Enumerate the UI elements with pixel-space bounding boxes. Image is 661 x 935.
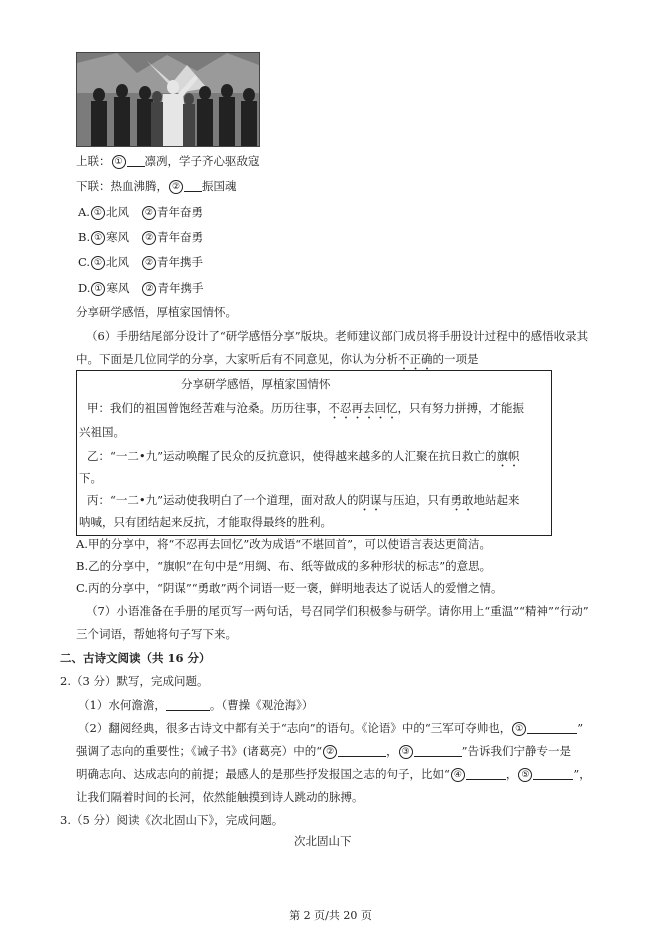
- q2-sub2-2-sep: ，: [386, 744, 398, 758]
- q6-line-2-b: 的一项是: [432, 352, 479, 366]
- box-bing-1c: 地站起来: [473, 493, 520, 507]
- q2-sub2-1b: ”: [577, 721, 584, 735]
- q2-sub-2-line-4: 让我们隔着时间的长河，依然能触摸到诗人跳动的脉搏。: [76, 790, 364, 804]
- option-num-2: ②: [142, 256, 156, 270]
- option-letter: A.: [78, 205, 90, 219]
- option-answer-1: 寒风: [106, 230, 130, 244]
- option-answer-1: 北风: [105, 205, 129, 219]
- page-footer: 第 2 页/共 20 页: [289, 909, 372, 922]
- couplet-upper-prefix: 上联：: [76, 154, 111, 168]
- blank-number: ②: [323, 745, 337, 759]
- answer-blank-q2-2-1: [527, 722, 577, 734]
- option-num-1: ①: [91, 206, 105, 220]
- blank-number-1: ①: [112, 155, 126, 169]
- share-box: [76, 370, 552, 536]
- option-letter: B.: [78, 230, 91, 244]
- box-title: 分享研学感悟，厚植家国情怀: [181, 377, 331, 391]
- box-bing-1b: 与压迫，只有: [381, 493, 451, 507]
- option-answer-2: 青年奋勇: [156, 205, 203, 219]
- option-answer-1: 北风: [106, 255, 130, 269]
- answer-blank-2: [184, 180, 202, 192]
- q6-line-1: （6）手册结尾部分设计了“研学感悟分享”版块。老师建议部门成员将手册设计过程中的感悟收录其: [86, 329, 589, 343]
- option-letter: D.: [78, 281, 91, 295]
- option-answer-2: 青年携手: [157, 281, 204, 295]
- box-jia-line-2: 兴祖国。: [79, 425, 125, 439]
- blank-number: ④: [451, 768, 465, 782]
- answer-blank-q2-2-2: [338, 745, 386, 757]
- q2-sub2-3-sep: ，: [505, 767, 518, 781]
- option-answer-1: 寒风: [106, 281, 130, 295]
- box-jia-emphasis: 不忍再去回忆: [328, 401, 398, 415]
- box-bing-line-1: [87, 492, 520, 514]
- option-answer-2: 青年携手: [157, 255, 204, 269]
- answer-blank-1: [127, 155, 145, 167]
- q2-heading: 2.（3 分）默写，完成问题。: [60, 674, 209, 688]
- box-yi-line-1: [87, 448, 520, 470]
- share-title: 分享研学感悟，厚植家国情怀。: [76, 305, 237, 319]
- painting-icon: [77, 53, 259, 146]
- option-c: [78, 254, 203, 270]
- box-yi-1a: 乙：“一二•九”运动唤醒了民众的反抗意识，使得越来越多的人汇聚在抗日救亡的: [87, 449, 497, 463]
- option-b: [78, 229, 203, 245]
- box-jia-1b: ，只有努力拼搏，才能振: [397, 401, 524, 415]
- q2-sub2-3b: ”，: [573, 767, 591, 781]
- q2-sub-2-line-2: [76, 743, 571, 759]
- couplet-lower-prefix: 下联：热血沸腾，: [76, 179, 168, 193]
- box-bing-emphasis-2: 勇敢: [450, 493, 474, 507]
- q2-sub2-2b: ”告诉我们宁静专一是: [461, 744, 572, 758]
- q2-sub2-2a: 强调了志向的重要性；《诫子书》(诸葛亮）中的“: [76, 744, 323, 758]
- q2-sub2-3a: 明确志向、达成志向的前提；最感人的是那些抒发报国之志的句子，比如“: [76, 767, 450, 781]
- option-answer-2: 青年奋勇: [157, 230, 204, 244]
- couplet-upper-suffix: 凛冽，学子齐心驱敌寇: [144, 154, 260, 168]
- option-d: [78, 280, 203, 296]
- answer-blank-q2-2-5: [533, 768, 573, 780]
- box-bing-1a: 丙：“一二•九”运动使我明白了一个道理，面对敌人的: [87, 493, 359, 507]
- q2-sub-1: [78, 697, 313, 713]
- q3-heading: 3.（5 分）阅读《次北固山下》，完成问题。: [60, 813, 284, 827]
- q7-line-1: （7）小语准备在手册的尾页写一两句话，号召同学们积极参与研学。请你用上“重温”“精神”“行动”: [86, 604, 589, 618]
- q2-sub1-a: （1）水何澹澹，: [78, 698, 166, 712]
- analysis-option-a: A.甲的分享中，将“不忍再去回忆”改为成语“不堪回首”，可以使语言表达更简洁。: [76, 537, 491, 551]
- box-yi-line-2: 下。: [79, 471, 102, 485]
- option-num-1: ①: [91, 231, 105, 245]
- option-letter: C.: [78, 255, 91, 269]
- q2-sub-2-line-1: [78, 720, 583, 736]
- poem-title: 次北固山下: [294, 834, 352, 848]
- blank-number-2: ②: [169, 180, 183, 194]
- couplet-upper: [76, 153, 260, 169]
- couplet-lower-suffix: 振国魂: [202, 179, 237, 193]
- box-bing-emphasis-1: 阴谋: [358, 493, 382, 507]
- option-num-2: ②: [142, 231, 156, 245]
- answer-blank-q2-2-3: [414, 745, 462, 757]
- q7-line-2: 三个词语，帮她将句子写下来。: [76, 627, 237, 641]
- answer-blank-q2-1: [166, 699, 210, 711]
- q2-sub-2-line-3: [76, 766, 591, 782]
- q6-line-2-a: 中。下面是几位同学的分享，大家听后有不同意见，你认为分析: [76, 352, 398, 366]
- historical-painting-image: [76, 52, 260, 147]
- option-num-1: ①: [91, 282, 105, 296]
- couplet-lower: [76, 178, 237, 194]
- box-jia-1a: 甲：我们的祖国曾饱经苦难与沧桑。历历往事，: [87, 401, 329, 415]
- blank-number: ⑤: [518, 768, 532, 782]
- box-yi-emphasis: 旗帜: [496, 449, 520, 463]
- q2-sub2-1a: （2）翻阅经典，很多古诗文中都有关于“志向”的语句。《论语》中的“三军可夺帅也，: [78, 721, 512, 735]
- option-num-2: ②: [142, 282, 156, 296]
- q6-emphasis: 不正确: [398, 352, 433, 366]
- box-bing-line-2: 呐喊，只有团结起来反抗，才能取得最终的胜利。: [79, 515, 332, 529]
- q2-sub1-b: 。（曹操《观沧海》）: [209, 698, 314, 712]
- box-jia-line-1: [87, 400, 524, 422]
- option-num-2: ②: [142, 206, 156, 220]
- blank-number: ③: [399, 745, 413, 759]
- analysis-option-c: C.丙的分享中，“阴谋”“勇敢”两个词语一贬一褒，鲜明地表达了说话人的爱憎之情。: [76, 581, 503, 595]
- option-a: [78, 204, 203, 220]
- section-heading-2: 二、古诗文阅读（共 16 分）: [60, 651, 211, 665]
- blank-number: ①: [512, 722, 526, 736]
- analysis-option-b: B.乙的分享中，“旗帜”在句中是“用绸、布、纸等做成的多种形状的标志”的意思。: [76, 559, 492, 573]
- option-num-1: ①: [91, 256, 105, 270]
- answer-blank-q2-2-4: [466, 768, 506, 780]
